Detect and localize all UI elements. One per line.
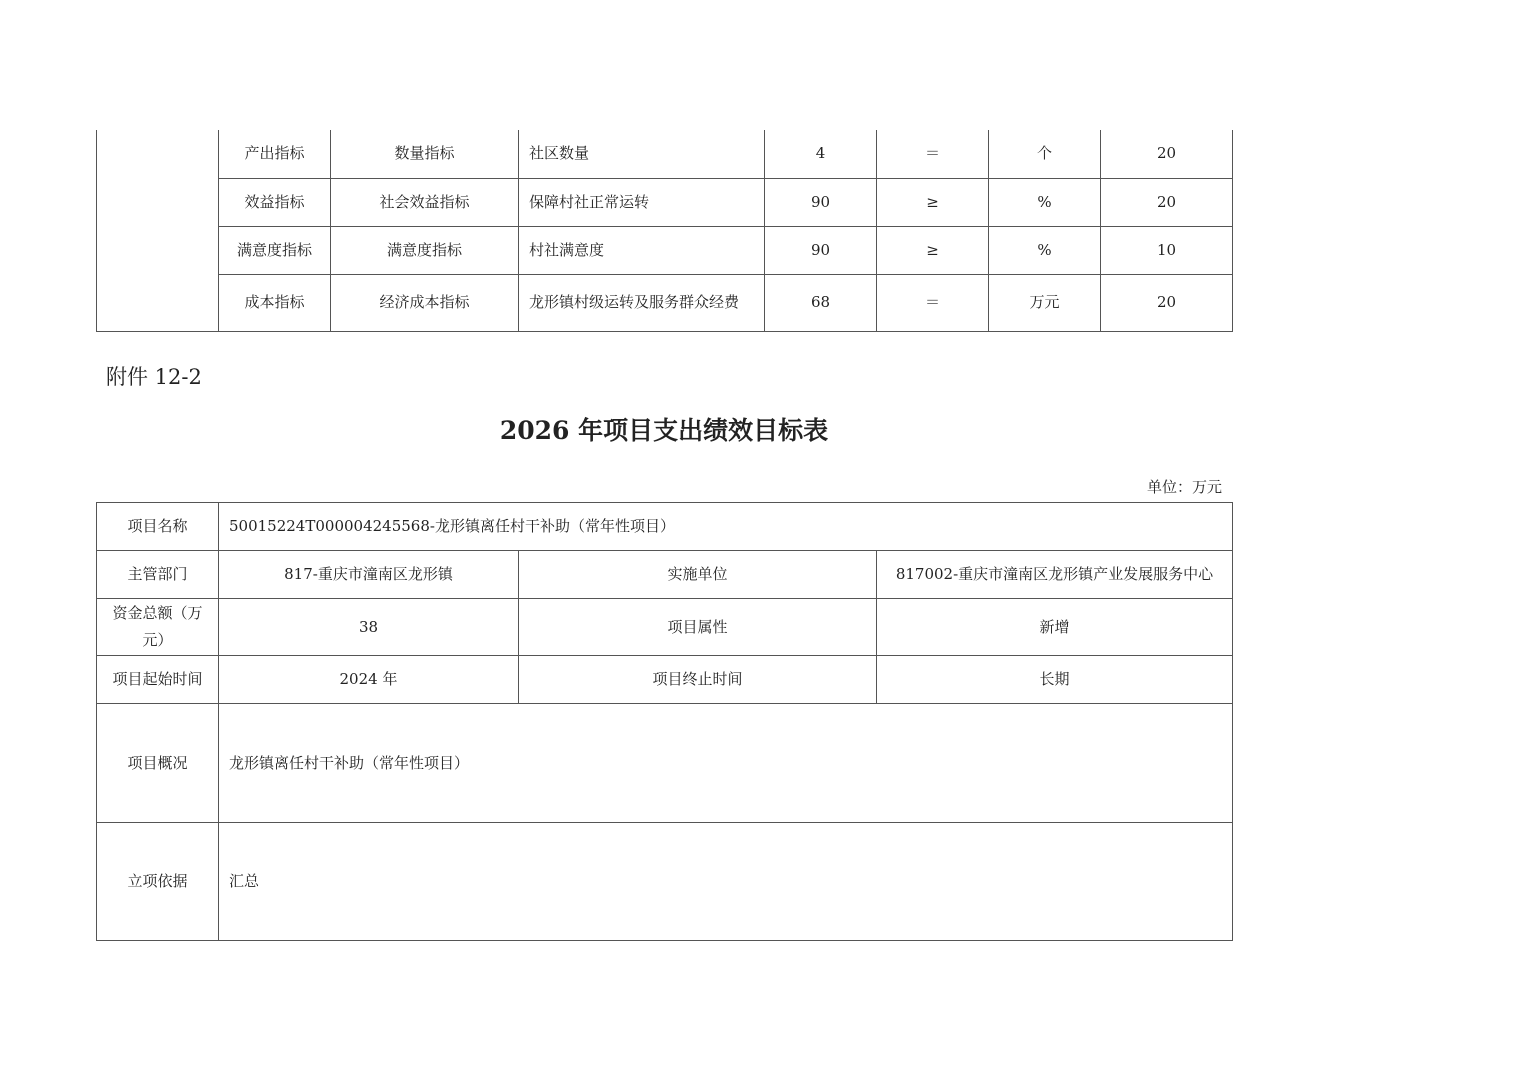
table-cell: 保障村社正常运转: [519, 178, 765, 226]
impl-label: 实施单位: [519, 551, 877, 599]
table-cell: 90: [765, 178, 877, 226]
table-cell: 成本指标: [219, 274, 331, 331]
end-value: 长期: [877, 656, 1233, 704]
table-cell: 产出指标: [219, 130, 331, 178]
project-goal-table: [96, 502, 1233, 941]
table-cell: 经济成本指标: [331, 274, 519, 331]
table-cell: 10: [1101, 226, 1233, 274]
table-row: [97, 656, 1233, 704]
performance-indicator-table: [96, 130, 1233, 332]
start-label: 项目起始时间: [97, 656, 219, 704]
start-value: 2024 年: [219, 656, 519, 704]
table-cell: ≥: [877, 178, 989, 226]
dept-value: 817-重庆市潼南区龙形镇: [219, 551, 519, 599]
table-cell: ＝: [877, 274, 989, 331]
attr-value: 新增: [877, 599, 1233, 656]
fund-value: 38: [219, 599, 519, 656]
table-cell: %: [989, 178, 1101, 226]
attachment-label: 附件 12-2: [106, 365, 202, 389]
table-row: [97, 130, 1233, 178]
table-cell: 社会效益指标: [331, 178, 519, 226]
table-row: [97, 551, 1233, 599]
table-cell: 效益指标: [219, 178, 331, 226]
table-cell: %: [989, 226, 1101, 274]
table-row: [97, 226, 1233, 274]
table-cell: 20: [1101, 178, 1233, 226]
project-name-label: 项目名称: [97, 503, 219, 551]
table-cell: 68: [765, 274, 877, 331]
table-cell: 满意度指标: [219, 226, 331, 274]
table-cell: 4: [765, 130, 877, 178]
page-title: 2026 年项目支出绩效目标表: [499, 416, 829, 445]
table-cell: ＝: [877, 130, 989, 178]
table-cell: ≥: [877, 226, 989, 274]
table-row: [97, 823, 1233, 941]
overview-label: 项目概况: [97, 704, 219, 823]
end-label: 项目终止时间: [519, 656, 877, 704]
attr-label: 项目属性: [519, 599, 877, 656]
table-cell: 村社满意度: [519, 226, 765, 274]
table-cell: [97, 130, 219, 331]
table-cell: 20: [1101, 274, 1233, 331]
fund-label: 资金总额（万元）: [97, 599, 219, 656]
basis-label: 立项依据: [97, 823, 219, 941]
basis-value: 汇总: [219, 823, 1233, 941]
table-cell: 龙形镇村级运转及服务群众经费: [519, 274, 765, 331]
table-row: [97, 704, 1233, 823]
table-cell: 满意度指标: [331, 226, 519, 274]
table-row: [97, 503, 1233, 551]
table-cell: 90: [765, 226, 877, 274]
table-row: [97, 599, 1233, 656]
table-cell: 社区数量: [519, 130, 765, 178]
unit-label: 单位：万元: [1146, 478, 1222, 496]
table-cell: 数量指标: [331, 130, 519, 178]
impl-value: 817002-重庆市潼南区龙形镇产业发展服务中心: [877, 551, 1233, 599]
table-row: [97, 178, 1233, 226]
project-name-value: 50015224T000004245568-龙形镇离任村干补助（常年性项目）: [219, 503, 1233, 551]
table-cell: 个: [989, 130, 1101, 178]
overview-value: 龙形镇离任村干补助（常年性项目）: [219, 704, 1233, 823]
table-row: [97, 274, 1233, 331]
dept-label: 主管部门: [97, 551, 219, 599]
table-cell: 20: [1101, 130, 1233, 178]
table-cell: 万元: [989, 274, 1101, 331]
